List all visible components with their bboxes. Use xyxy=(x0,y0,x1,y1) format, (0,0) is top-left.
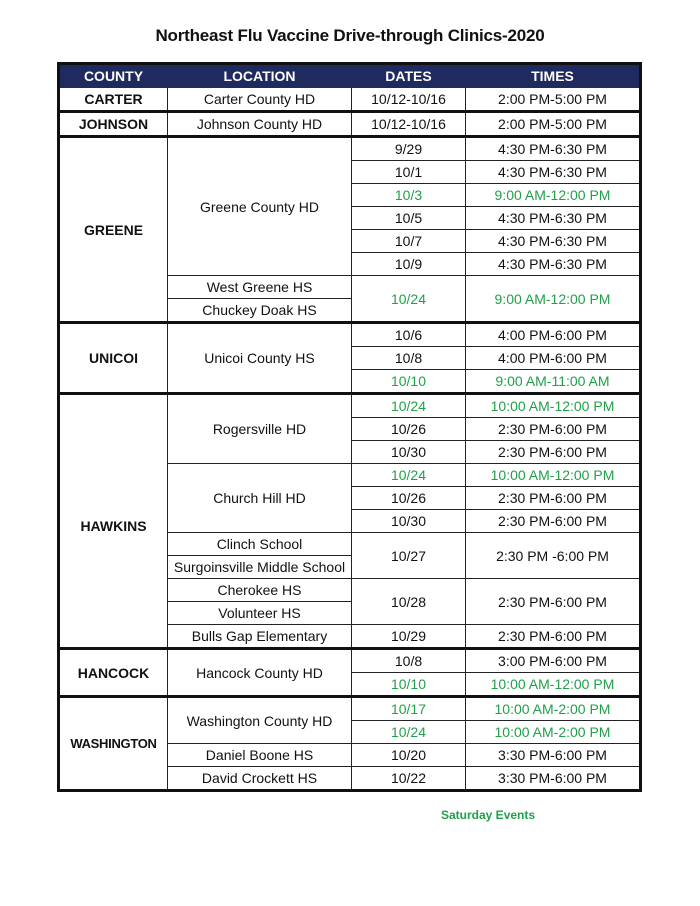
date-cell: 10/26 xyxy=(352,418,466,441)
date-cell: 10/26 xyxy=(352,487,466,510)
table-row xyxy=(59,88,641,112)
county-cell: WASHINGTON xyxy=(59,697,168,791)
time-cell: 2:30 PM-6:00 PM xyxy=(466,418,641,441)
clinic-schedule-table xyxy=(57,62,642,792)
location-cell: Washington County HD xyxy=(168,697,352,744)
date-cell: 10/8 xyxy=(352,649,466,673)
date-cell: 10/22 xyxy=(352,767,466,791)
page-title: Northeast Flu Vaccine Drive-through Clinics-2020 xyxy=(155,26,545,45)
date-cell: 10/24 xyxy=(352,394,466,418)
time-cell: 2:00 PM-5:00 PM xyxy=(466,88,641,112)
time-cell: 3:30 PM-6:00 PM xyxy=(466,744,641,767)
location-cell: Church Hill HD xyxy=(168,464,352,533)
date-cell: 10/30 xyxy=(352,510,466,533)
date-cell: 10/7 xyxy=(352,230,466,253)
location-cell: Greene County HD xyxy=(168,137,352,276)
date-cell: 10/24 xyxy=(352,464,466,487)
time-cell: 9:00 AM-12:00 PM xyxy=(466,276,641,323)
time-cell: 3:30 PM-6:00 PM xyxy=(466,767,641,791)
column-header-county: COUNTY xyxy=(59,64,168,88)
time-cell: 10:00 AM-12:00 PM xyxy=(466,394,641,418)
county-cell: CARTER xyxy=(59,88,168,112)
county-cell: HANCOCK xyxy=(59,649,168,697)
table-row xyxy=(59,112,641,137)
date-cell: 10/30 xyxy=(352,441,466,464)
table-row xyxy=(59,649,641,673)
date-cell: 10/8 xyxy=(352,347,466,370)
date-cell: 10/17 xyxy=(352,697,466,721)
date-cell: 10/9 xyxy=(352,253,466,276)
date-cell: 10/29 xyxy=(352,625,466,649)
county-cell: JOHNSON xyxy=(59,112,168,137)
table-header-row xyxy=(59,64,641,88)
location-cell: Bulls Gap Elementary xyxy=(168,625,352,649)
time-cell: 3:00 PM-6:00 PM xyxy=(466,649,641,673)
location-cell: Clinch School xyxy=(168,533,352,556)
time-cell: 2:30 PM-6:00 PM xyxy=(466,510,641,533)
table-row xyxy=(59,137,641,161)
time-cell: 2:30 PM-6:00 PM xyxy=(466,487,641,510)
date-cell: 10/1 xyxy=(352,161,466,184)
time-cell: 2:30 PM-6:00 PM xyxy=(466,625,641,649)
time-cell: 4:30 PM-6:30 PM xyxy=(466,230,641,253)
location-cell: West Greene HS xyxy=(168,276,352,299)
date-cell: 10/20 xyxy=(352,744,466,767)
location-cell: Volunteer HS xyxy=(168,602,352,625)
date-cell: 10/6 xyxy=(352,323,466,347)
date-cell: 10/12-10/16 xyxy=(352,88,466,112)
location-cell: Surgoinsville Middle School xyxy=(168,556,352,579)
location-cell: Daniel Boone HS xyxy=(168,744,352,767)
location-cell: David Crockett HS xyxy=(168,767,352,791)
date-cell: 10/10 xyxy=(352,673,466,697)
time-cell: 10:00 AM-12:00 PM xyxy=(466,673,641,697)
column-header-dates: DATES xyxy=(352,64,466,88)
time-cell: 2:30 PM-6:00 PM xyxy=(466,441,641,464)
time-cell: 9:00 AM-11:00 AM xyxy=(466,370,641,394)
time-cell: 4:30 PM-6:30 PM xyxy=(466,207,641,230)
location-cell: Unicoi County HS xyxy=(168,323,352,394)
date-cell: 10/10 xyxy=(352,370,466,394)
table-row xyxy=(59,697,641,721)
time-cell: 2:00 PM-5:00 PM xyxy=(466,112,641,137)
county-cell: GREENE xyxy=(59,137,168,323)
time-cell: 10:00 AM-2:00 PM xyxy=(466,721,641,744)
location-cell: Rogersville HD xyxy=(168,394,352,464)
time-cell: 2:30 PM -6:00 PM xyxy=(466,533,641,579)
time-cell: 10:00 AM-2:00 PM xyxy=(466,697,641,721)
location-cell: Johnson County HD xyxy=(168,112,352,137)
time-cell: 4:00 PM-6:00 PM xyxy=(466,323,641,347)
table-row xyxy=(59,323,641,347)
time-cell: 4:30 PM-6:30 PM xyxy=(466,161,641,184)
date-cell: 10/28 xyxy=(352,579,466,625)
date-cell: 9/29 xyxy=(352,137,466,161)
time-cell: 4:30 PM-6:30 PM xyxy=(466,137,641,161)
time-cell: 4:00 PM-6:00 PM xyxy=(466,347,641,370)
column-header-location: LOCATION xyxy=(168,64,352,88)
column-header-times: TIMES xyxy=(466,64,641,88)
time-cell: 9:00 AM-12:00 PM xyxy=(466,184,641,207)
county-cell: UNICOI xyxy=(59,323,168,394)
date-cell: 10/24 xyxy=(352,276,466,323)
location-cell: Hancock County HD xyxy=(168,649,352,697)
table-row xyxy=(59,394,641,418)
location-cell: Cherokee HS xyxy=(168,579,352,602)
location-cell: Carter County HD xyxy=(168,88,352,112)
date-cell: 10/24 xyxy=(352,721,466,744)
location-cell: Chuckey Doak HS xyxy=(168,299,352,323)
saturday-events-legend: Saturday Events xyxy=(441,808,536,822)
date-cell: 10/27 xyxy=(352,533,466,579)
date-cell: 10/5 xyxy=(352,207,466,230)
county-cell: HAWKINS xyxy=(59,394,168,649)
time-cell: 10:00 AM-12:00 PM xyxy=(466,464,641,487)
date-cell: 10/3 xyxy=(352,184,466,207)
date-cell: 10/12-10/16 xyxy=(352,112,466,137)
time-cell: 4:30 PM-6:30 PM xyxy=(466,253,641,276)
time-cell: 2:30 PM-6:00 PM xyxy=(466,579,641,625)
